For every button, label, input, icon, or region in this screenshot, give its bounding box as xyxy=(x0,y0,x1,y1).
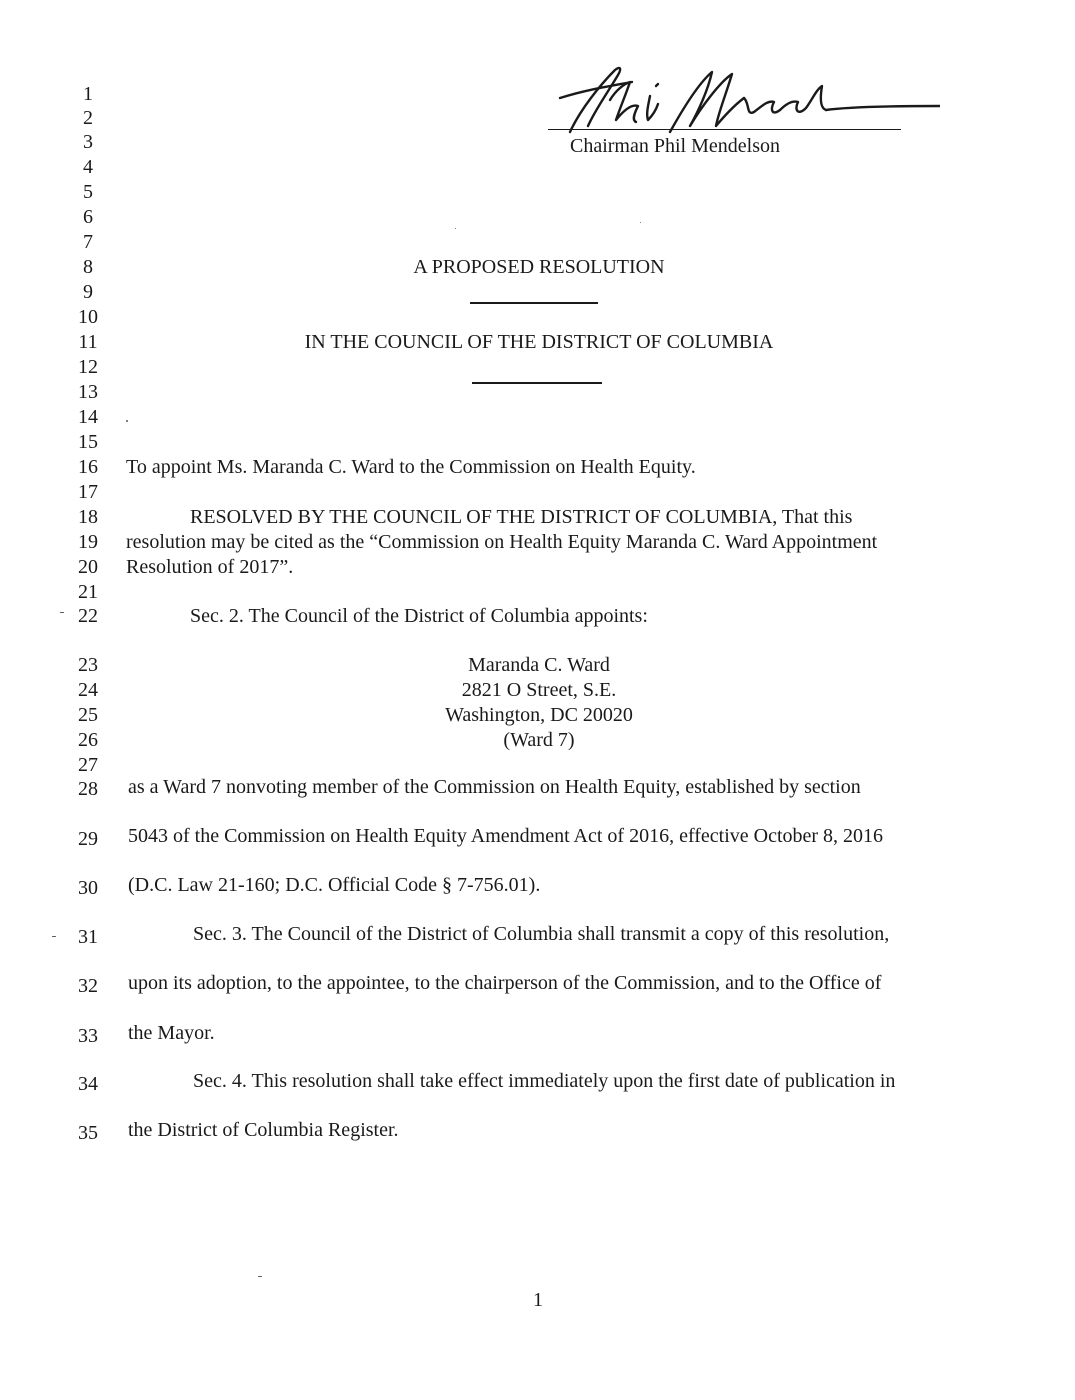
resolved-line-1: RESOLVED BY THE COUNCIL OF THE DISTRICT OF COLUMBIA, That this xyxy=(190,506,853,528)
scan-speck xyxy=(258,1276,262,1277)
line-number: 15 xyxy=(78,431,98,453)
line-number: 35 xyxy=(78,1122,98,1144)
line-number: 31 xyxy=(78,926,98,948)
sec4-line-2: the District of Columbia Register. xyxy=(128,1119,399,1141)
line-number: 26 xyxy=(78,729,98,751)
scan-speck xyxy=(455,228,456,229)
line-number: 2 xyxy=(83,107,93,129)
line-number: 3 xyxy=(83,131,93,153)
line-number: 12 xyxy=(78,356,98,378)
line-number: 34 xyxy=(78,1073,98,1095)
appointee-street: 2821 O Street, S.E. xyxy=(461,679,617,701)
member-line-2: 5043 of the Commission on Health Equity Amendment Act of 2016, effective October 8, 2016 xyxy=(128,825,884,847)
resolved-line-3: Resolution of 2017”. xyxy=(126,556,294,578)
line-number: 9 xyxy=(83,281,93,303)
appointee-name: Maranda C. Ward xyxy=(468,654,610,676)
scan-speck xyxy=(60,612,64,613)
line-number: 27 xyxy=(78,754,98,776)
line-number: 1 xyxy=(83,83,93,105)
sec3-line-1: Sec. 3. The Council of the District of Columbia shall transmit a copy of this resolution, xyxy=(193,923,890,945)
line-number: 24 xyxy=(78,679,98,701)
page-number: 1 xyxy=(533,1289,543,1311)
line-number: 17 xyxy=(78,481,98,503)
line-number: 8 xyxy=(83,256,93,278)
line-number: 22 xyxy=(78,605,98,627)
line-number: 11 xyxy=(78,331,98,353)
line-number: 23 xyxy=(78,654,98,676)
scan-speck xyxy=(126,420,128,422)
line-number: 14 xyxy=(78,406,98,428)
handwritten-signature xyxy=(540,60,940,140)
sec2-line: Sec. 2. The Council of the District of Columbia appoints: xyxy=(190,605,648,627)
council-heading: IN THE COUNCIL OF THE DISTRICT OF COLUMBIA xyxy=(304,331,774,353)
line-number: 29 xyxy=(78,828,98,850)
line-number: 32 xyxy=(78,975,98,997)
line-number: 18 xyxy=(78,506,98,528)
line-number: 30 xyxy=(78,877,98,899)
sec4-line-1: Sec. 4. This resolution shall take effect immediately upon the first date of publication in xyxy=(193,1070,896,1092)
signature-line xyxy=(548,129,901,130)
line-number: 6 xyxy=(83,206,93,228)
resolved-line-2: resolution may be cited as the “Commission on Health Equity Maranda C. Ward Appointment xyxy=(126,531,878,553)
resolution-title: A PROPOSED RESOLUTION xyxy=(413,256,665,278)
scan-speck xyxy=(640,222,641,223)
purpose-line: To appoint Ms. Maranda C. Ward to the Commission on Health Equity. xyxy=(126,456,696,478)
line-number: 4 xyxy=(83,156,93,178)
line-number: 16 xyxy=(78,456,98,478)
line-number: 19 xyxy=(78,531,98,553)
member-line-3: (D.C. Law 21-160; D.C. Official Code § 7-756.01). xyxy=(128,874,541,896)
line-number: 10 xyxy=(78,306,98,328)
line-number: 7 xyxy=(83,231,93,253)
scan-speck xyxy=(52,936,56,937)
sec3-line-2: upon its adoption, to the appointee, to the chairperson of the Commission, and to the Office of xyxy=(128,972,882,994)
line-number: 13 xyxy=(78,381,98,403)
line-number: 5 xyxy=(83,181,93,203)
sec3-line-3: the Mayor. xyxy=(128,1022,215,1044)
council-underline xyxy=(472,382,602,384)
line-number: 21 xyxy=(78,581,98,603)
line-number: 33 xyxy=(78,1025,98,1047)
signature-caption: Chairman Phil Mendelson xyxy=(570,135,780,157)
title-underline xyxy=(470,302,598,304)
appointee-ward: (Ward 7) xyxy=(503,729,575,751)
line-number: 20 xyxy=(78,556,98,578)
member-line-1: as a Ward 7 nonvoting member of the Commission on Health Equity, established by section xyxy=(128,776,861,798)
appointee-city: Washington, DC 20020 xyxy=(445,704,633,726)
line-number: 25 xyxy=(78,704,98,726)
line-number: 28 xyxy=(78,778,98,800)
